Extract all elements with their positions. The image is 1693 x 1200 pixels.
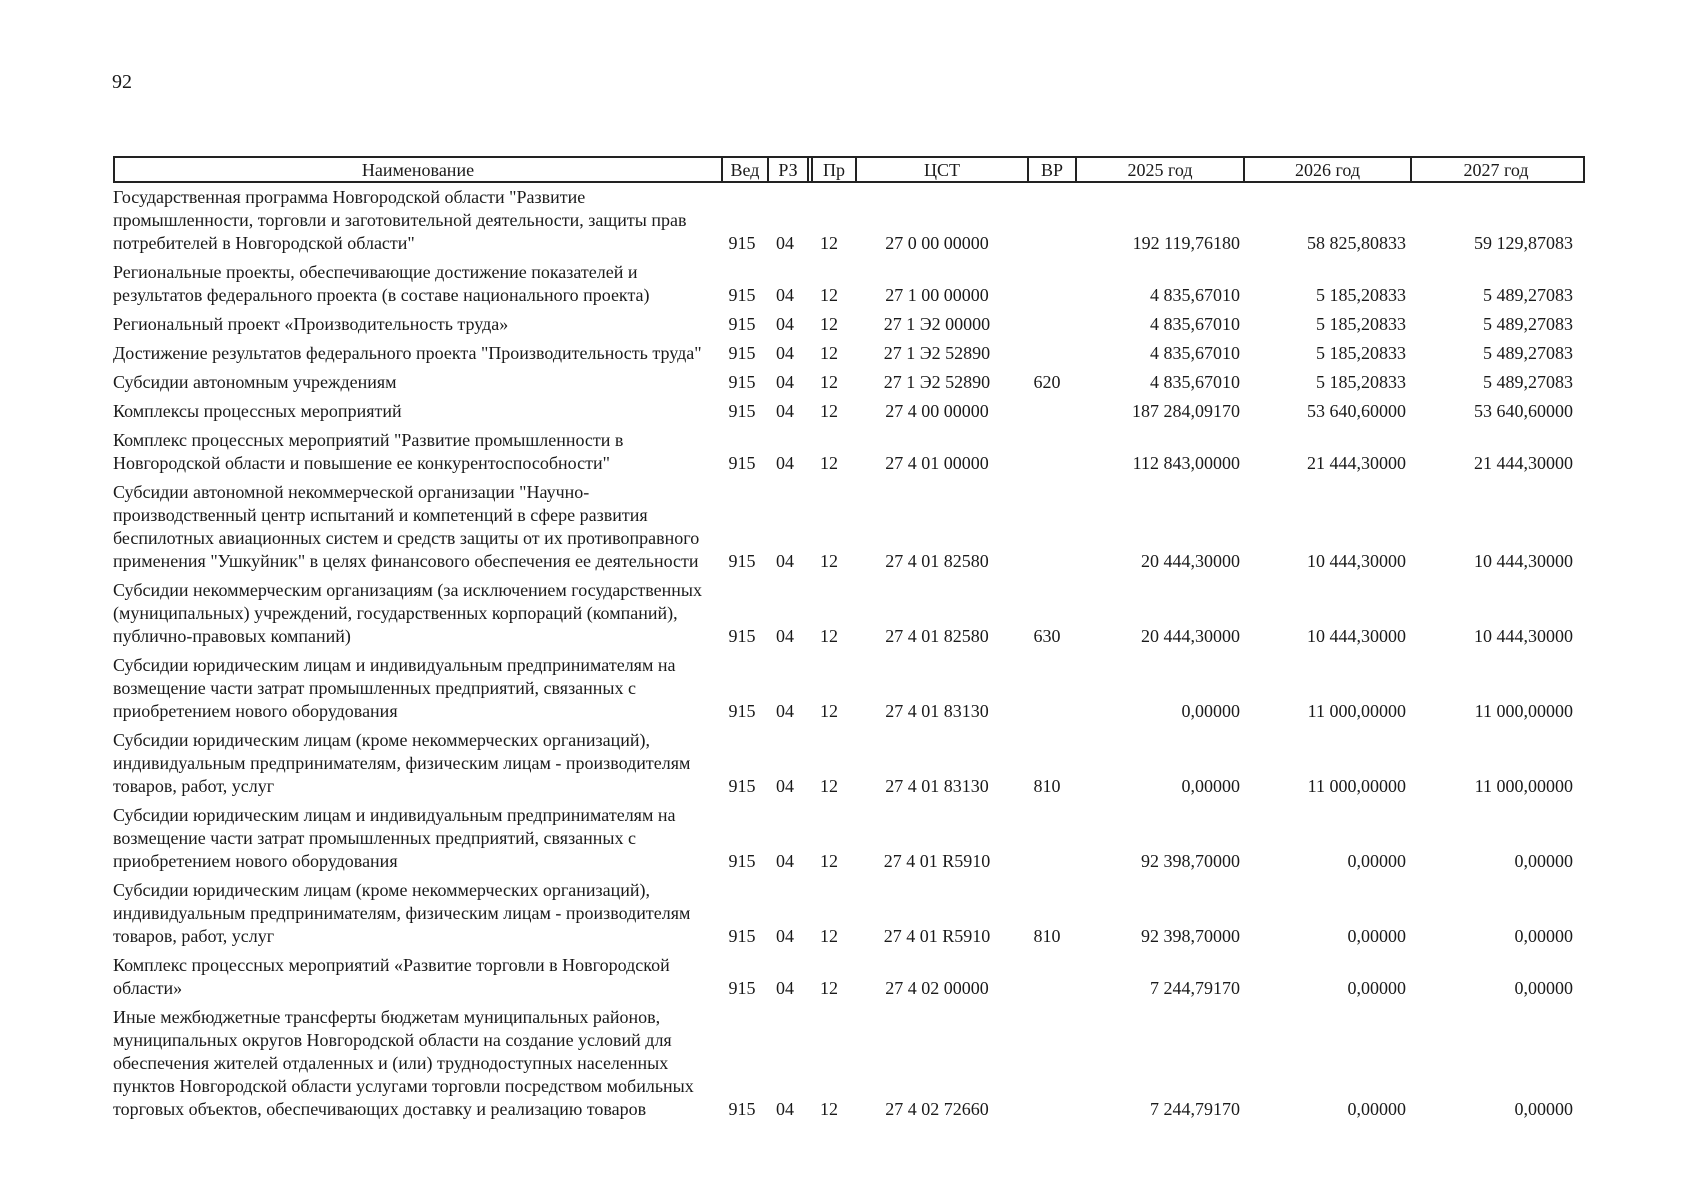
cell-rz: 04 (776, 776, 794, 796)
header-ved: Вед (723, 158, 769, 181)
cell-vr: 620 (1033, 372, 1061, 392)
header-2025: 2025 год (1077, 158, 1245, 181)
cell-y2025: 4 835,67010 (1150, 372, 1240, 392)
cell-rz: 04 (776, 978, 794, 998)
cell-cst: 27 4 01 82580 (885, 626, 989, 646)
header-2026: 2026 год (1245, 158, 1412, 181)
cell-rz: 04 (776, 551, 794, 571)
cell-ved: 915 (728, 851, 756, 871)
cell-rz: 04 (776, 851, 794, 871)
cell-name: Комплексы процессных мероприятий (113, 401, 402, 421)
table-row (113, 579, 1595, 648)
cell-name: Субсидии некоммерческим организациям (за исключением государственных (муниципальных) учреждений, государственных корпораций (компаний), публично-правовых компаний) (113, 580, 703, 646)
cell-ved: 915 (728, 372, 756, 392)
cell-cst: 27 4 02 00000 (885, 978, 989, 998)
table-row (113, 313, 1595, 336)
cell-y2026: 0,00000 (1347, 978, 1406, 998)
cell-y2025: 20 444,30000 (1141, 551, 1240, 571)
header-2027: 2027 год (1463, 159, 1529, 180)
table-row (113, 654, 1595, 723)
cell-name: Региональные проекты, обеспечивающие достижение показателей и результатов федерального проекта (в составе национального проекта) (113, 262, 650, 305)
cell-cst: 27 1 Э2 52890 (883, 372, 991, 392)
cell-name: Государственная программа Новгородской области "Развитие промышленности, торговли и заготовительной деятельности, защиты прав потребителей в Новгородской области" (113, 187, 687, 253)
cell-y2025: 92 398,70000 (1141, 926, 1240, 946)
cell-ved: 915 (728, 776, 756, 796)
cell-y2026: 5 185,20833 (1316, 343, 1406, 363)
cell-vr: 810 (1033, 776, 1061, 796)
table-row (113, 729, 1595, 798)
cell-name: Субсидии автономным учреждениям (113, 372, 397, 392)
cell-y2027: 0,00000 (1514, 978, 1573, 998)
table-row (113, 1006, 1595, 1121)
cell-y2025: 0,00000 (1181, 776, 1240, 796)
cell-pr: 12 (820, 314, 838, 334)
cell-y2026: 0,00000 (1347, 1099, 1406, 1119)
cell-y2026: 0,00000 (1347, 926, 1406, 946)
table-row (113, 371, 1595, 394)
cell-cst: 27 4 02 72660 (885, 1099, 989, 1119)
cell-y2027: 11 000,00000 (1474, 701, 1573, 721)
table-row (113, 342, 1595, 365)
cell-cst: 27 4 01 83130 (885, 776, 989, 796)
cell-rz: 04 (776, 401, 794, 421)
cell-vr: 630 (1033, 626, 1061, 646)
cell-y2026: 53 640,60000 (1307, 401, 1406, 421)
cell-cst: 27 4 01 83130 (885, 701, 989, 721)
cell-y2026: 11 000,00000 (1307, 701, 1406, 721)
cell-y2025: 7 244,79170 (1150, 978, 1240, 998)
cell-y2027: 5 489,27083 (1483, 343, 1573, 363)
cell-cst: 27 0 00 00000 (885, 233, 989, 253)
header-pr: Пр (813, 158, 857, 181)
cell-y2027: 10 444,30000 (1474, 551, 1573, 571)
cell-y2027: 0,00000 (1514, 851, 1573, 871)
cell-rz: 04 (776, 314, 794, 334)
cell-y2027: 5 489,27083 (1483, 314, 1573, 334)
cell-name: Субсидии юридическим лицам и индивидуальным предпринимателям на возмещение части затрат промышленных предприятий, связанных с приобретением нового оборудования (113, 655, 676, 721)
cell-pr: 12 (820, 926, 838, 946)
cell-y2025: 4 835,67010 (1150, 314, 1240, 334)
table-header (113, 156, 1585, 183)
cell-y2027: 11 000,00000 (1474, 776, 1573, 796)
cell-rz: 04 (776, 233, 794, 253)
table-row (113, 400, 1595, 423)
cell-ved: 915 (728, 285, 756, 305)
cell-ved: 915 (728, 453, 756, 473)
cell-y2026: 11 000,00000 (1307, 776, 1406, 796)
cell-rz: 04 (776, 372, 794, 392)
cell-rz: 04 (776, 285, 794, 305)
cell-y2026: 5 185,20833 (1316, 372, 1406, 392)
cell-ved: 915 (728, 343, 756, 363)
cell-y2025: 187 284,09170 (1132, 401, 1240, 421)
cell-y2025: 0,00000 (1181, 701, 1240, 721)
cell-name: Субсидии юридическим лицам (кроме некоммерческих организаций), индивидуальным предпринимателям, физическим лицам - производителям товаров, работ, услуг (113, 730, 691, 796)
cell-ved: 915 (728, 1099, 756, 1119)
table-body (113, 186, 1595, 1127)
cell-ved: 915 (728, 926, 756, 946)
cell-y2027: 10 444,30000 (1474, 626, 1573, 646)
table-row (113, 879, 1595, 948)
cell-name: Субсидии юридическим лицам и индивидуальным предпринимателям на возмещение части затрат промышленных предприятий, связанных с приобретением нового оборудования (113, 805, 676, 871)
cell-name: Региональный проект «Производительность труда» (113, 314, 509, 334)
cell-cst: 27 4 01 R5910 (883, 926, 991, 946)
cell-pr: 12 (820, 978, 838, 998)
header-rz: РЗ (769, 158, 809, 181)
cell-cst: 27 4 00 00000 (885, 401, 989, 421)
cell-rz: 04 (776, 701, 794, 721)
cell-y2025: 7 244,79170 (1150, 1099, 1240, 1119)
cell-rz: 04 (776, 926, 794, 946)
header-cst: ЦСТ (857, 158, 1029, 181)
cell-y2025: 20 444,30000 (1141, 626, 1240, 646)
cell-cst: 27 1 00 00000 (885, 285, 989, 305)
cell-y2025: 92 398,70000 (1141, 851, 1240, 871)
cell-y2025: 112 843,00000 (1132, 453, 1240, 473)
table-row (113, 261, 1595, 307)
cell-y2025: 192 119,76180 (1132, 233, 1240, 253)
cell-ved: 915 (728, 626, 756, 646)
page-number: 92 (112, 71, 132, 93)
cell-pr: 12 (820, 233, 838, 253)
cell-pr: 12 (820, 701, 838, 721)
cell-name: Субсидии юридическим лицам (кроме некоммерческих организаций), индивидуальным предпринимателям, физическим лицам - производителям товаров, работ, услуг (113, 880, 691, 946)
cell-pr: 12 (820, 453, 838, 473)
cell-ved: 915 (728, 701, 756, 721)
cell-ved: 915 (728, 314, 756, 334)
header-vr: ВР (1029, 158, 1077, 181)
cell-name: Достижение результатов федерального проекта "Производительность труда" (113, 343, 702, 363)
cell-cst: 27 4 01 R5910 (883, 851, 991, 871)
cell-cst: 27 1 Э2 52890 (883, 343, 991, 363)
cell-name: Субсидии автономной некоммерческой организации "Научно-производственный центр испытаний и компетенций в сфере развития беспилотных авиационных систем и средств защиты от их противоправного применения "Ушкуйник" в целях финансового обеспечения ее деятельности (113, 482, 700, 571)
header-name: Наименование (115, 158, 723, 181)
cell-pr: 12 (820, 401, 838, 421)
cell-pr: 12 (820, 1099, 838, 1119)
table-row (113, 954, 1595, 1000)
cell-y2026: 5 185,20833 (1316, 285, 1406, 305)
cell-rz: 04 (776, 626, 794, 646)
cell-ved: 915 (728, 551, 756, 571)
cell-y2027: 5 489,27083 (1483, 285, 1573, 305)
cell-y2026: 0,00000 (1347, 851, 1406, 871)
cell-y2025: 4 835,67010 (1150, 343, 1240, 363)
cell-pr: 12 (820, 372, 838, 392)
table-row (113, 804, 1595, 873)
cell-pr: 12 (820, 851, 838, 871)
cell-cst: 27 4 01 82580 (885, 551, 989, 571)
cell-y2027: 5 489,27083 (1483, 372, 1573, 392)
cell-y2027: 59 129,87083 (1474, 233, 1573, 253)
cell-y2027: 0,00000 (1514, 926, 1573, 946)
cell-pr: 12 (820, 343, 838, 363)
cell-y2025: 4 835,67010 (1150, 285, 1240, 305)
cell-y2027: 53 640,60000 (1474, 401, 1573, 421)
cell-cst: 27 1 Э2 00000 (883, 314, 991, 334)
cell-ved: 915 (728, 233, 756, 253)
table-row (113, 481, 1595, 573)
cell-ved: 915 (728, 401, 756, 421)
cell-name: Иные межбюджетные трансферты бюджетам муниципальных районов, муниципальных округов Новгородской области на создание условий для обеспечения жителей отдаленных и (или) труднодоступных населенных пунктов Новгородской области услугами торговли посредством мобильных торговых объектов, обеспечивающих доставку и реализацию товаров (113, 1007, 694, 1119)
cell-y2027: 0,00000 (1514, 1099, 1573, 1119)
table-row (113, 429, 1595, 475)
cell-cst: 27 4 01 00000 (885, 453, 989, 473)
cell-rz: 04 (776, 1099, 794, 1119)
cell-y2026: 21 444,30000 (1307, 453, 1406, 473)
cell-pr: 12 (820, 551, 838, 571)
cell-name: Комплекс процессных мероприятий «Развитие торговли в Новгородской области» (113, 955, 670, 998)
cell-name: Комплекс процессных мероприятий "Развитие промышленности в Новгородской области и повышение ее конкурентоспособности" (113, 430, 624, 473)
cell-y2026: 5 185,20833 (1316, 314, 1406, 334)
cell-vr: 810 (1033, 926, 1061, 946)
cell-y2026: 10 444,30000 (1307, 626, 1406, 646)
cell-pr: 12 (820, 626, 838, 646)
cell-y2026: 10 444,30000 (1307, 551, 1406, 571)
cell-y2027: 21 444,30000 (1474, 453, 1573, 473)
cell-rz: 04 (776, 343, 794, 363)
cell-pr: 12 (820, 285, 838, 305)
cell-ved: 915 (728, 978, 756, 998)
cell-y2026: 58 825,80833 (1307, 233, 1406, 253)
table-row (113, 186, 1595, 255)
cell-pr: 12 (820, 776, 838, 796)
cell-rz: 04 (776, 453, 794, 473)
